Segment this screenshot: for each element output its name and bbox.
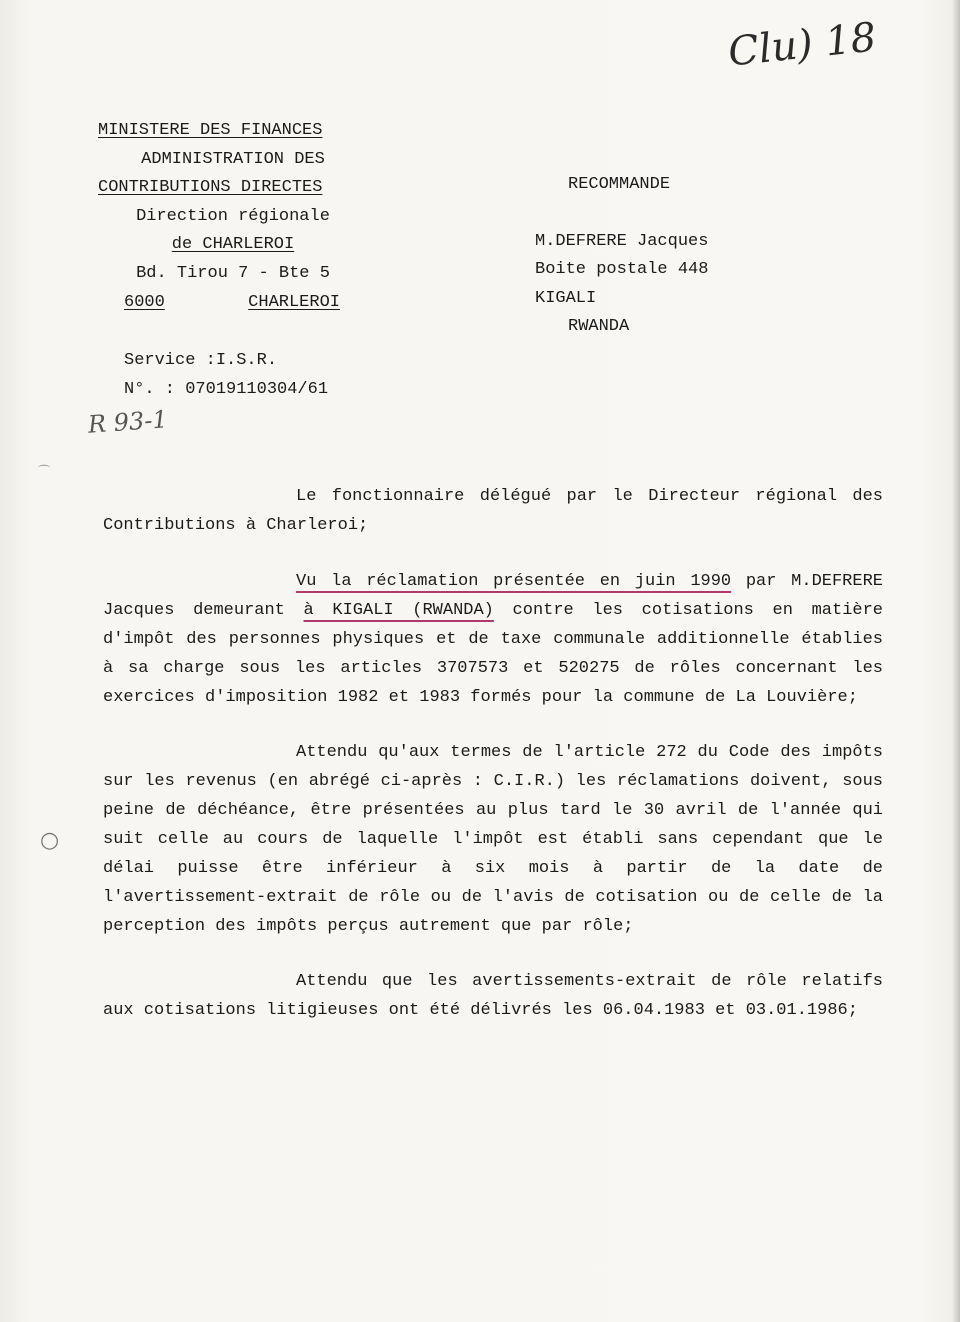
registered-mail-label: RECOMMANDE [568, 175, 671, 194]
margin-mark-1: ⌒ [38, 464, 51, 478]
paragraph-article-272: Attendu qu'aux termes de l'article 272 du Code des impôts sur les revenus (en abrégé ci-après : C.I.R.) les réclamations doivent, sous peine de déchéance, être présentées au plus tard le 30 avril de l'année qui suit celle au cours de laquelle l'impôt est établi sans cependant que le délai puisse être inférieur à six mois à partir de la date de l'avertissement-extrait de rôle ou de l'avis de cotisation ou de celle de la perception des impôts perçus autrement que par rôle; [103, 743, 883, 936]
recipient-country: RWANDA [568, 317, 630, 337]
letter-body [103, 482, 883, 1051]
sender-postal-line [98, 289, 368, 318]
recipient-address-block [535, 171, 708, 342]
claim-location-highlight: à KIGALI (RWANDA) [303, 601, 494, 620]
sender-postal-code: 6000 [124, 292, 165, 312]
recipient-city: KIGALI [535, 288, 597, 308]
margin-ring-mark: ○ [40, 828, 60, 853]
handwritten-reference: R 93-1 [87, 405, 169, 439]
sender-contributions: CONTRIBUTIONS DIRECTES [98, 178, 323, 198]
sender-ministry: MINISTERE DES FINANCES [98, 121, 323, 140]
file-number: N°. : 07019110304/61 [124, 380, 329, 399]
sender-street: Bd. Tirou 7 - Bte 5 [136, 263, 330, 283]
handwritten-corner-note: Clu) 18 [726, 14, 879, 76]
paragraph-preamble: Le fonctionnaire délégué par le Directeur régional des Contributions à Charleroi; [103, 487, 883, 535]
service-line: Service :I.S.R. [124, 351, 278, 370]
paragraph-notices: Attendu que les avertissements-extrait de rôle relatifs aux cotisations litigieuses ont été délivrés les 06.04.1983 et 03.01.1986; [103, 972, 883, 1020]
service-reference-block [124, 346, 328, 404]
recipient-name: M.DEFRERE Jacques [535, 231, 709, 251]
sender-city: CHARLEROI [248, 292, 340, 312]
claim-highlight: Vu la réclamation présentée en juin 1990 [296, 572, 732, 591]
claim-text-a: par M.DEFRERE Jacques demeurant [103, 572, 883, 620]
sender-region: de CHARLEROI [171, 235, 295, 255]
sender-administration: ADMINISTRATION DES [141, 149, 325, 169]
sender-direction: Direction régionale [136, 206, 330, 226]
claim-text-b: contre les cotisations en matière d'impôt des personnes physiques et de taxe communale additionnelle établies à sa charge sous les articles 3707573 et 520275 de rôles concernant les exercices d'imposition 1982 et 1983 formés pour la commune de La Louvière; [103, 601, 884, 707]
recipient-po-box: Boite postale 448 [535, 260, 709, 280]
paragraph-claim [103, 567, 883, 712]
sender-address-block [98, 117, 368, 317]
page-shadow-edge [952, 0, 960, 1322]
